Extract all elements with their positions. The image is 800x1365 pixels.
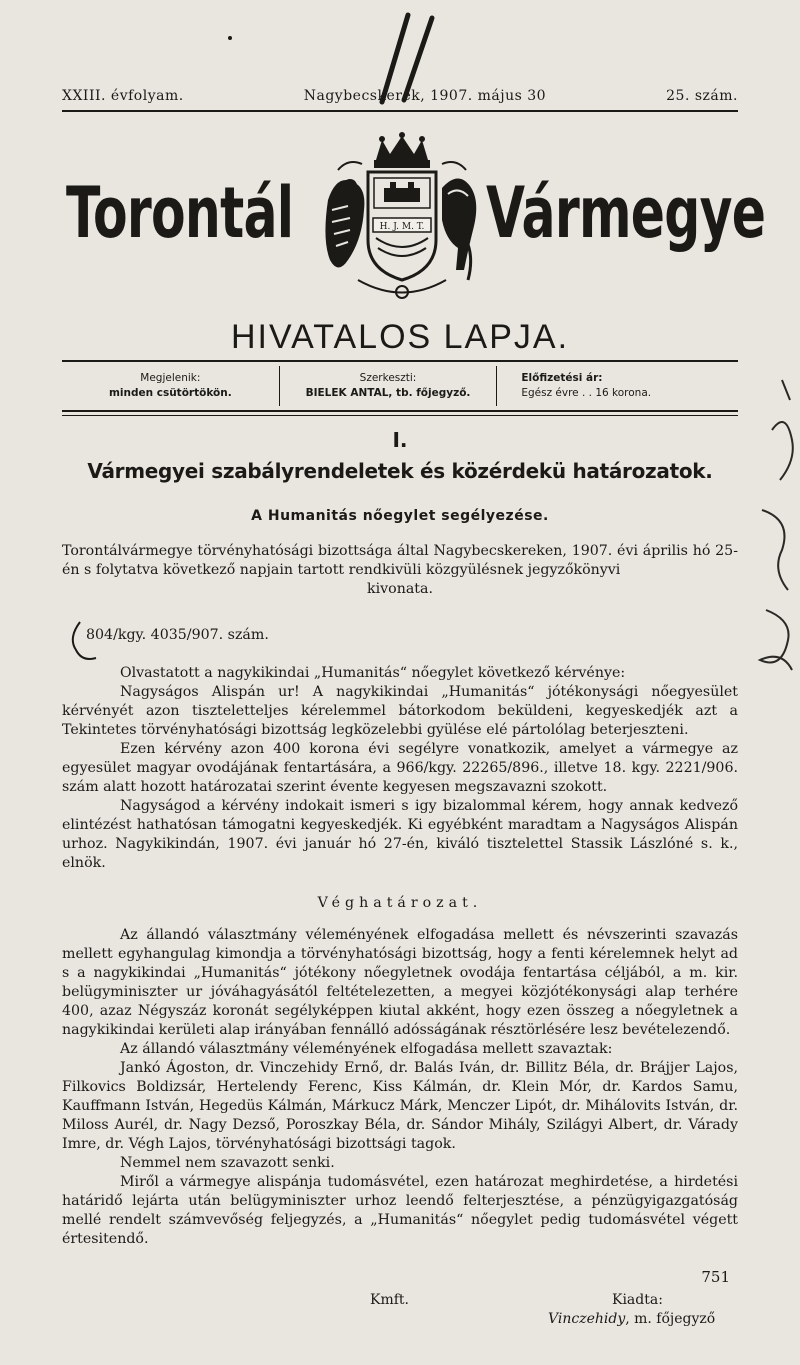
intro-kivonata: kivonata. [367, 581, 433, 597]
paragraph-7: Jankó Ágoston, dr. Vinczehidy Ernő, dr. Balás Iván, dr. Billitz Béla, dr. Brájjer Lajos, Filkovics Boldizsár, Hertelendy Ferenc, Kiss Kálmán, dr. Klein Mór, dr. Kardos Samu, Kauffmann István, Hegedüs Kálmán, Márkucz Márk, Menczer Lipót, dr. Mihálovits István, dr. Miloss Aurél, dr. Nagy Dezső, Poroszkay Béla, dr. Sándor Mihály, Szilágyi Albert, dr. Várady Imre, dr. Végh Lajos, törvényhatósági bizottsági tagok. [62, 1060, 738, 1152]
masthead-topline [62, 88, 738, 104]
coat-of-arms-icon [318, 130, 486, 305]
reference-number [86, 626, 738, 645]
title-right-word: Vármegye [486, 172, 766, 254]
article-intro [62, 542, 738, 599]
paragraph-1: Olvastatott a nagykikindai „Humanitás“ nőegylet következő kérvénye: [120, 665, 626, 681]
signer-name: Vinczehidy [548, 1311, 626, 1327]
article-body [62, 664, 738, 873]
signer-title: , m. főjegyző [625, 1311, 716, 1327]
paragraph-5: Az állandó választmány véleményének elfogadása mellett és névszerinti szavazás mellett egyhangulag kimondja a törvényhatósági bizottság, hogy a fenti kérelemnek helyt ad s a nagykikindai „Humanitás“ jótékony nőegyletnek ovodája fentartása céljából, a m. kir. belügyminiszter ur jóváhagyásától feltételezetten, a megyei közjótékonysági alap terhére 400, azaz Négyszáz koronát segélyképpen kiutal akként, hogy ezen összeg a nőegyletnek a nagykikindai kerületi alap irányában fennálló adósságának résztörlésére lesz bevételezendő. [62, 927, 738, 1038]
info-bar [62, 366, 738, 406]
info-subscription-value: Egész évre . . 16 korona. [521, 387, 652, 399]
kiadta-label: Kiadta: [612, 1292, 663, 1308]
subtitle-rule [62, 360, 738, 362]
paragraph-3: Ezen kérvény azon 400 korona évi segélyre vonatkozik, amelyet a vármegye az egyesület magyar ovodájának fentartására, a 966/kgy. 22265/896., illetve 18. kgy. 2221/906. szám alatt hozott határozatai szerint évente kegyesen megszavazni szokott. [62, 741, 738, 795]
paragraph-6: Az állandó választmány véleményének elfogadása mellett szavaztak: [120, 1041, 613, 1057]
issue-number: 25. szám. [666, 88, 738, 104]
infobar-rule-2 [62, 415, 738, 416]
article-title: A Humanitás nőegylet segélyezése. [251, 508, 549, 524]
info-editor-value: BIELEK ANTAL, tb. főjegyző. [305, 387, 471, 399]
paragraph-9: Miről a vármegye alispánja tudomásvétel, ezen határozat meghirdetése, a hirdetési határidő lejárta után belügyminiszter urhoz leendő felterjesztése, a pénzügyigazgatóság mellé rendelt számvevőség feljegyzés, a „Humanitás“ nőegylet pedig tudomásvétel végett értesitendő. [62, 1174, 738, 1247]
section-title: Vármegyei szabályrendeletek és közérdekü határozatok. [87, 459, 713, 483]
info-publication [62, 366, 279, 406]
info-publication-value: minden csütörtökön. [108, 387, 232, 399]
info-subscription [496, 366, 738, 406]
info-subscription-label: Előfizetési ár: [521, 372, 603, 384]
margin-handwriting-icon [752, 370, 798, 690]
info-publication-label: Megjelenik: [140, 372, 201, 384]
place-date: Nagybecskerek, 1907. május 30 [303, 88, 547, 104]
decision-heading-block [62, 894, 738, 913]
signature [548, 1311, 715, 1327]
section-number: I. [392, 428, 408, 452]
paragraph-8: Nemmel nem szavazott senki. [120, 1155, 335, 1171]
crest-band-text: H. J. M. T. [379, 222, 425, 232]
infobar-rule-1 [62, 410, 738, 412]
kmft-label: Kmft. [370, 1292, 409, 1308]
paragraph-2: Nagyságos Alispán ur! A nagykikindai „Humanitás“ jótékonysági nőegyesület kérvényét azon tiszteletteljes kérelemmel bátorkodom beküldeni, kegyeskedjék azt a Tekintetes törvényhatósági bizottság legközelebbi gyülése elé pártolólag beterjeszteni. [62, 684, 738, 738]
decision-body [62, 926, 738, 1249]
info-editor [279, 366, 497, 406]
intro-paragraph: Torontálvármegye törvényhatósági bizottsága által Nagybecskereken, 1907. évi április hó 25-én s folytatva következő napjain tartott rendkivüli közgyülésnek jegyzőkönyvi [62, 543, 738, 578]
decision-heading: Véghatározat. [317, 895, 483, 911]
volume-label: XXIII. évfolyam. [62, 88, 184, 104]
reference-text: 804/kgy. 4035/907. szám. [86, 627, 269, 643]
title-left-word: Torontál [66, 172, 294, 254]
page-number: 751 [701, 1268, 730, 1286]
paragraph-4: Nagyságod a kérvény indokait ismeri s igy bizalommal kérem, hogy annak kedvező elintézést hathatósan támogatni kegyeskedjék. Ki egyébként maradtam a Nagyságos Alispán urhoz. Nagykikindán, 1907. évi január hó 27-én, kiváló tisztelettel Stassik Lászlóné s. k., elnök. [62, 798, 738, 871]
subtitle: HIVATALOS LAPJA. [230, 318, 570, 356]
pen-dot [228, 36, 232, 40]
masthead-rule-top [62, 110, 738, 112]
info-editor-label: Szerkeszti: [359, 372, 417, 384]
reference-bracket-mark [66, 618, 126, 666]
